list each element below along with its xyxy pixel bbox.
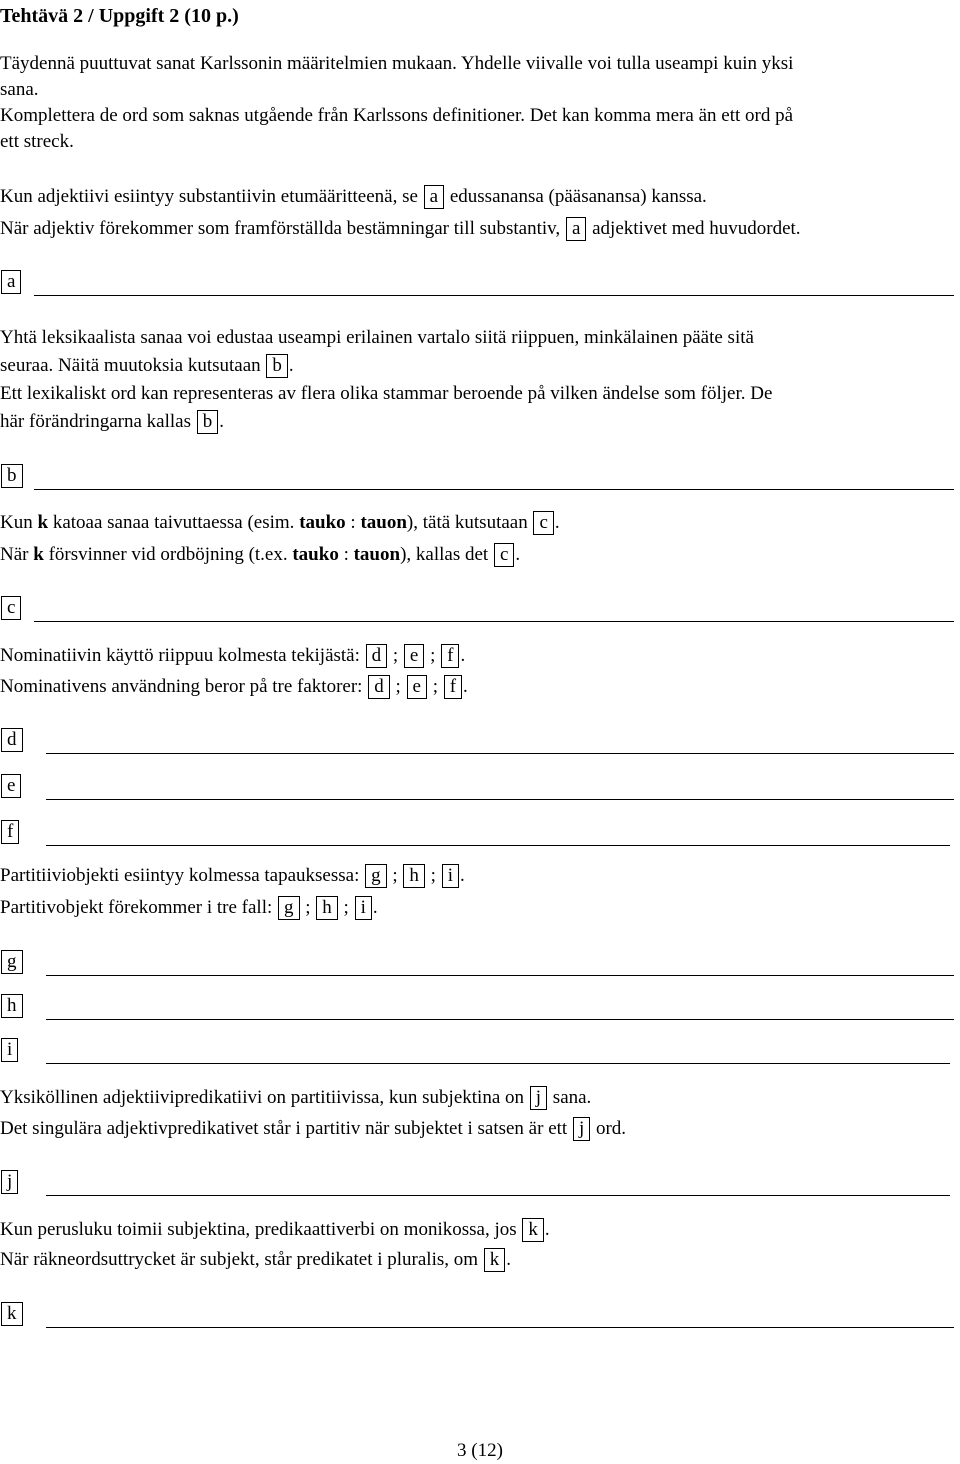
inline-box-j: j: [573, 1117, 590, 1141]
question-k-sv: [0, 1248, 511, 1272]
answer-rule-b[interactable]: [34, 489, 954, 490]
separator: ;: [392, 865, 398, 886]
answer-line-f[interactable]: [0, 820, 950, 848]
answer-rule-i[interactable]: [46, 1063, 950, 1064]
inline-box-b: b: [266, 354, 288, 378]
inline-box-i: i: [442, 864, 459, 888]
inline-box-f: f: [441, 644, 459, 668]
answer-line-d[interactable]: [0, 728, 954, 756]
intro-sv-line2: ett streck.: [0, 131, 74, 152]
answer-line-h[interactable]: [0, 994, 954, 1022]
example-word-tauon: tauon: [360, 512, 407, 533]
question-a-sv: [0, 217, 801, 241]
separator: ;: [432, 676, 438, 697]
answer-label-h: h: [1, 994, 23, 1018]
period: .: [544, 1219, 550, 1240]
inline-box-c: c: [494, 543, 514, 567]
colon: :: [343, 544, 349, 565]
example-word-tauon: tauon: [353, 544, 401, 565]
task-title: Tehtävä 2 / Uppgift 2 (10 p.): [0, 5, 239, 27]
answer-rule-e[interactable]: [46, 799, 954, 800]
question-b-fi-line1: Yhtä leksikaalista sanaa voi edustaa useampi erilainen vartalo siitä riippuen, minkälainen pääte sitä: [0, 327, 754, 348]
page-number: 3 (12): [457, 1440, 503, 1461]
answer-label-j: j: [1, 1170, 18, 1194]
separator: ;: [395, 676, 401, 697]
answer-line-g[interactable]: [0, 950, 954, 978]
inline-box-e: e: [407, 675, 427, 699]
inline-box-c: c: [533, 511, 553, 535]
answer-rule-d[interactable]: [46, 753, 954, 754]
example-word-tauko: tauko: [292, 544, 339, 565]
intro-fi-line2: sana.: [0, 79, 39, 100]
question-c-fi-text3: ), tätä kutsutaan: [406, 512, 528, 533]
answer-rule-f[interactable]: [46, 845, 950, 846]
answer-label-a: a: [1, 270, 21, 294]
question-ghi-fi-text: Partitiiviobjekti esiintyy kolmessa tapauksessa:: [0, 865, 360, 886]
answer-line-a[interactable]: [0, 270, 954, 298]
answer-label-k: k: [1, 1302, 23, 1326]
question-ghi-sv: [0, 896, 378, 920]
question-def-sv: [0, 675, 468, 699]
answer-label-b: b: [1, 464, 23, 488]
inline-box-f: f: [444, 675, 462, 699]
inline-box-a: a: [424, 185, 444, 209]
period: .: [460, 645, 466, 666]
question-ghi-fi: [0, 864, 465, 888]
inline-box-b: b: [197, 410, 219, 434]
answer-label-d: d: [1, 728, 23, 752]
inline-box-h: h: [316, 896, 338, 920]
colon: :: [350, 512, 356, 533]
answer-line-b[interactable]: [0, 464, 954, 492]
period: .: [372, 897, 378, 918]
separator: ;: [305, 897, 311, 918]
answer-line-e[interactable]: [0, 774, 954, 802]
example-word-tauko: tauko: [299, 512, 346, 533]
question-b-sv-text: här förändringarna kallas: [0, 411, 191, 432]
period: .: [219, 411, 224, 432]
answer-rule-g[interactable]: [46, 975, 954, 976]
answer-line-j[interactable]: [0, 1170, 950, 1198]
question-c-fi-text1: Kun: [0, 512, 33, 533]
inline-box-k: k: [522, 1218, 544, 1242]
separator: ;: [343, 897, 349, 918]
period: .: [459, 865, 465, 886]
question-ghi-sv-text: Partitivobjekt förekommer i tre fall:: [0, 897, 273, 918]
question-k-sv-text: När räkneordsuttrycket är subjekt, står predikatet i pluralis, om: [0, 1249, 479, 1270]
answer-label-e: e: [1, 774, 21, 798]
question-k-fi-text: Kun perusluku toimii subjektina, predikaattiverbi on monikossa, jos: [0, 1219, 517, 1240]
answer-rule-a[interactable]: [34, 295, 954, 296]
inline-box-j: j: [530, 1086, 547, 1110]
question-c-sv-k: k: [33, 544, 44, 565]
question-j-sv-text: Det singulära adjektivpredikativet står i partitiv när subjektet i satsen är ett: [0, 1118, 568, 1139]
period: .: [554, 512, 560, 533]
period: .: [463, 676, 468, 697]
question-j-sv: [0, 1117, 626, 1141]
question-a-sv-text: När adjektiv förekommer som framförställda bestämningar till substantiv,: [0, 218, 561, 239]
answer-label-c: c: [1, 596, 21, 620]
question-c-sv-text1: När: [0, 544, 29, 565]
question-c-sv-text2: försvinner vid ordböjning (t.ex.: [48, 544, 288, 565]
question-c-fi: [0, 511, 560, 535]
question-def-fi-text: Nominatiivin käyttö riippuu kolmesta tekijästä:: [0, 645, 360, 666]
answer-label-g: g: [1, 950, 23, 974]
period: .: [506, 1249, 512, 1270]
question-def-fi: [0, 644, 465, 668]
question-j-sv-text-post: ord.: [595, 1118, 627, 1139]
question-a-fi-text: Kun adjektiivi esiintyy substantiivin etumääritteenä, se: [0, 186, 418, 207]
answer-line-k[interactable]: [0, 1302, 954, 1330]
intro-fi-line1: Täydennä puuttuvat sanat Karlssonin määritelmien mukaan. Yhdelle viivalle voi tulla useampi kuin yksi: [0, 53, 794, 74]
inline-box-g: g: [278, 896, 300, 920]
question-c-sv: [0, 543, 520, 567]
inline-box-h: h: [403, 864, 425, 888]
answer-rule-c[interactable]: [34, 621, 954, 622]
inline-box-d: d: [366, 644, 388, 668]
question-b-sv-line1: Ett lexikaliskt ord kan representeras av flera olika stammar beroende på vilken ändelse som följer. De: [0, 383, 773, 404]
question-def-sv-text: Nominativens användning beror på tre faktorer:: [0, 676, 363, 697]
answer-label-f: f: [1, 820, 19, 844]
answer-rule-h[interactable]: [46, 1019, 954, 1020]
inline-box-e: e: [404, 644, 424, 668]
question-a-fi-text-post: edussanansa (pääsanansa) kanssa.: [449, 186, 707, 207]
period: .: [515, 544, 521, 565]
period: .: [288, 355, 294, 376]
question-j-fi-text-post: sana.: [552, 1087, 592, 1108]
question-b-sv-line2: [0, 410, 224, 434]
separator: ;: [430, 645, 436, 666]
inline-box-k: k: [484, 1248, 506, 1272]
question-b-fi-line2: [0, 354, 294, 378]
question-j-fi-text: Yksiköllinen adjektiivipredikatiivi on partitiivissa, kun subjektina on: [0, 1087, 525, 1108]
question-c-fi-text2: katoaa sanaa taivuttaessa (esim.: [52, 512, 295, 533]
inline-box-g: g: [365, 864, 387, 888]
question-a-sv-text-post: adjektivet med huvudordet.: [592, 218, 801, 239]
answer-line-c[interactable]: [0, 596, 954, 624]
inline-box-a: a: [566, 217, 586, 241]
inline-box-i: i: [355, 896, 372, 920]
answer-rule-k[interactable]: [46, 1327, 954, 1328]
question-a-fi: [0, 185, 707, 209]
inline-box-d: d: [368, 675, 390, 699]
separator: ;: [392, 645, 399, 666]
question-c-sv-text3: ), kallas det: [400, 544, 489, 565]
answer-rule-j[interactable]: [46, 1195, 950, 1196]
intro-sv-line1: Komplettera de ord som saknas utgående från Karlssons definitioner. Det kan komma mera än ett ord på: [0, 105, 794, 126]
question-k-fi: [0, 1218, 550, 1242]
question-c-fi-k: k: [37, 512, 49, 533]
answer-label-i: i: [1, 1038, 18, 1062]
question-j-fi: [0, 1086, 591, 1110]
question-b-fi-text: seuraa. Näitä muutoksia kutsutaan: [0, 355, 261, 376]
separator: ;: [430, 865, 436, 886]
answer-line-i[interactable]: [0, 1038, 950, 1066]
